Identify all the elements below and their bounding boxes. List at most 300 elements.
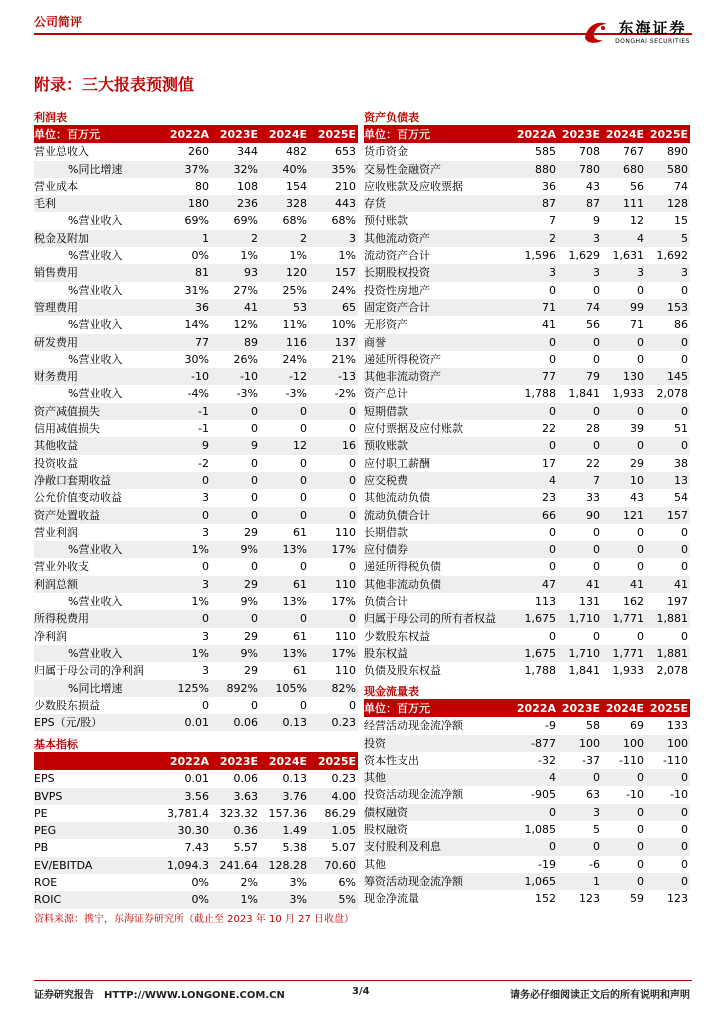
row-value: -1	[162, 403, 211, 420]
table-row	[364, 368, 690, 385]
table-row	[34, 788, 358, 805]
table-row	[34, 299, 358, 316]
row-value: 7	[549, 214, 556, 228]
header-year: 2022A	[514, 700, 558, 717]
row-value: 1	[162, 230, 211, 247]
row-value: 780	[558, 161, 602, 178]
row-value: 12	[630, 214, 644, 228]
row-label: 税金及附加	[34, 230, 162, 247]
row-label: 其他流动资产	[364, 230, 514, 247]
row-value: 1,710	[558, 645, 602, 662]
table-header-row	[364, 700, 690, 717]
row-value: 41	[558, 576, 602, 593]
row-label: 其他非流动资产	[364, 368, 514, 385]
row-value: 121	[602, 507, 646, 524]
row-value: 17%	[309, 645, 358, 662]
row-value: 24%	[282, 352, 307, 366]
indicators-title: 基本指标	[34, 737, 358, 753]
table-row	[34, 334, 358, 351]
row-value: 1%	[289, 249, 307, 263]
table-row	[34, 264, 358, 281]
row-label: 营业总收入	[34, 145, 89, 159]
row-label: 应付票据及应付账款	[364, 422, 463, 436]
table-row	[364, 838, 690, 855]
row-value: 0	[646, 403, 690, 420]
table-row	[34, 558, 358, 575]
row-value: 40%	[260, 161, 309, 178]
row-label: 应付债券	[364, 541, 514, 558]
row-value: 5.07	[331, 841, 356, 855]
table-row	[34, 368, 358, 385]
row-value: 443	[309, 195, 358, 212]
row-value: 35%	[309, 161, 358, 178]
header-unit: 单位：百万元	[34, 126, 162, 143]
row-value: 2	[514, 230, 558, 247]
table-row	[364, 247, 690, 264]
row-value: 0	[300, 698, 307, 712]
row-label: EV/EBITDA	[34, 857, 162, 874]
row-value: 29	[244, 525, 258, 539]
table-row	[34, 195, 358, 212]
table-row	[364, 316, 690, 333]
row-label: ROE	[34, 876, 58, 890]
row-value: 0	[260, 507, 309, 524]
table-row	[364, 472, 690, 489]
row-value: 0	[637, 352, 644, 366]
table-row	[364, 541, 690, 558]
table-row	[364, 628, 690, 645]
row-label: 资本性支出	[364, 753, 419, 767]
row-value: 1,933	[612, 664, 644, 678]
row-label: 财务费用	[34, 368, 162, 385]
row-label: 负债及股东权益	[364, 664, 441, 678]
row-value: 1,771	[602, 645, 646, 662]
row-value: 3,781.4	[167, 806, 209, 820]
row-label: 负债合计	[364, 595, 408, 609]
header-year: 2023E	[558, 700, 602, 717]
header-year: 2025E	[646, 126, 690, 143]
row-value: 1,596	[524, 249, 556, 263]
row-label: 无形资产	[364, 318, 408, 332]
row-label: 流动资产合计	[364, 249, 430, 263]
row-value: 0	[681, 823, 688, 837]
row-value: -10	[162, 368, 211, 385]
row-value: 0	[211, 610, 260, 627]
row-label: PE	[34, 806, 48, 820]
row-value: -9	[545, 719, 556, 733]
row-label: 筹资活动现金流净额	[364, 873, 514, 890]
row-value: 3.56	[162, 788, 211, 805]
table-row	[34, 178, 358, 195]
table-header-row	[34, 753, 358, 770]
row-value: 13%	[260, 645, 309, 662]
row-value: 890	[667, 145, 688, 159]
row-value: -13	[309, 368, 358, 385]
row-value: 0	[549, 560, 556, 574]
row-value: 43	[586, 179, 600, 193]
row-label: %营业收入	[34, 541, 162, 558]
row-label: 商誉	[364, 334, 514, 351]
row-value: 71	[630, 318, 644, 332]
row-value: 99	[602, 299, 646, 316]
row-value: 157.36	[268, 806, 307, 820]
table-row	[34, 874, 358, 891]
indicators-table	[34, 753, 358, 909]
row-value: 128.28	[260, 857, 309, 874]
row-value: 3	[309, 230, 358, 247]
table-header-row	[364, 126, 690, 143]
row-value: 0	[549, 283, 556, 297]
table-row	[364, 856, 690, 873]
row-label: 递延所得税负债	[364, 560, 441, 574]
row-label: %同比增速	[34, 161, 162, 178]
row-value: 14%	[184, 318, 209, 332]
row-value: 87	[558, 195, 602, 212]
row-value: -3%	[236, 387, 258, 401]
row-value: 54	[674, 491, 688, 505]
cashflow-table	[364, 700, 690, 908]
row-label: 其他非流动负债	[364, 576, 514, 593]
row-label: 投资	[364, 735, 514, 752]
table-row	[34, 576, 358, 593]
row-value: 0	[646, 838, 690, 855]
row-label: 预付账款	[364, 214, 408, 228]
table-row	[364, 195, 690, 212]
source-note: 资料来源：携宁，东海证券研究所（截止至 2023 年 10 月 27 日收盘）	[34, 914, 354, 925]
row-label: 货币资金	[364, 145, 408, 159]
row-value: 6%	[338, 876, 356, 890]
row-label: %营业收入	[68, 595, 123, 609]
row-value: 71	[514, 299, 558, 316]
row-value: 1,933	[612, 387, 644, 401]
row-value: 0	[637, 629, 644, 643]
row-value: 344	[237, 145, 258, 159]
row-value: 3	[202, 629, 209, 643]
row-label: 净利润	[34, 629, 67, 643]
row-value: 4	[514, 769, 558, 786]
row-value: 653	[335, 145, 356, 159]
table-row	[364, 455, 690, 472]
row-value: 41	[542, 318, 556, 332]
row-value: 90	[558, 507, 602, 524]
row-value: 7.43	[184, 841, 209, 855]
row-value: 1,841	[568, 664, 600, 678]
row-value: -905	[531, 788, 556, 802]
row-value: 3.76	[260, 788, 309, 805]
income-table	[34, 126, 358, 731]
row-value: 323.32	[219, 806, 258, 820]
header-year: 2025E	[309, 753, 358, 770]
row-value: 0	[260, 472, 309, 489]
row-value: 0.06	[233, 772, 258, 786]
row-value: 100	[646, 735, 690, 752]
row-value: 0	[637, 560, 644, 574]
row-value: 0	[309, 403, 358, 420]
table-row	[34, 593, 358, 610]
row-value: 0	[602, 769, 646, 786]
row-value: 0	[300, 456, 307, 470]
header-year: 2025E	[309, 126, 358, 143]
row-value: 0	[602, 403, 646, 420]
row-label: ROIC	[34, 891, 162, 908]
income-panel	[34, 110, 358, 731]
logo-name-cn: 东海证券	[618, 19, 687, 37]
row-value: 3	[558, 230, 602, 247]
row-label: 利润总额	[34, 576, 162, 593]
row-value: 3	[602, 264, 646, 281]
row-value: 1,675	[514, 645, 558, 662]
row-value: 241.64	[211, 857, 260, 874]
row-value: 0	[602, 804, 646, 821]
row-value: 61	[293, 629, 307, 643]
table-row	[34, 230, 358, 247]
row-value: 0	[514, 437, 558, 454]
row-label: 交易性金融资产	[364, 161, 514, 178]
row-value: 1,710	[558, 610, 602, 627]
row-value: 0	[162, 507, 211, 524]
table-row	[364, 385, 690, 402]
row-value: 86.29	[324, 806, 356, 820]
row-value: 0	[211, 507, 260, 524]
row-value: 1,881	[646, 610, 690, 627]
row-value: 197	[667, 595, 688, 609]
row-value: -6	[589, 857, 600, 871]
row-value: 2	[260, 230, 309, 247]
row-label: 支付股利及利息	[364, 838, 514, 855]
table-row	[34, 662, 358, 679]
row-value: 0	[349, 698, 356, 712]
row-value: -12	[260, 368, 309, 385]
table-row	[34, 770, 358, 787]
table-row	[34, 316, 358, 333]
row-value: 1,094.3	[162, 857, 211, 874]
row-value: 4.00	[309, 788, 358, 805]
table-row	[34, 839, 358, 856]
header-tag: 公司简评	[34, 15, 83, 29]
row-value: 30.30	[162, 822, 211, 839]
table-row	[364, 786, 690, 803]
row-value: 69	[630, 719, 644, 733]
row-value: 108	[237, 179, 258, 193]
table-row	[34, 161, 358, 178]
row-value: 87	[514, 195, 558, 212]
table-row	[34, 857, 358, 874]
row-value: 210	[335, 179, 356, 193]
table-row	[34, 822, 358, 839]
row-value: 12%	[233, 318, 258, 332]
row-value: 0	[558, 403, 602, 420]
row-value: 3	[514, 264, 558, 281]
page-number: 3/4	[352, 986, 370, 997]
row-value: 0	[514, 334, 558, 351]
row-label: 销售费用	[34, 264, 162, 281]
header-year: 2024E	[602, 126, 646, 143]
company-logo	[581, 16, 690, 46]
row-value: 585	[535, 145, 556, 159]
table-row	[364, 489, 690, 506]
row-value: 0	[646, 769, 690, 786]
row-value: 137	[309, 334, 358, 351]
row-value: 0	[349, 456, 356, 470]
row-value: 79	[558, 368, 602, 385]
row-value: 1%	[211, 891, 260, 908]
row-value: 154	[286, 179, 307, 193]
row-label: PEG	[34, 822, 162, 839]
row-value: 157	[646, 507, 690, 524]
row-value: 0	[349, 422, 356, 436]
row-value: 328	[260, 195, 309, 212]
row-value: 29	[211, 576, 260, 593]
row-label: 营业利润	[34, 525, 78, 539]
table-row	[364, 212, 690, 229]
balance-title: 资产负债表	[364, 110, 690, 126]
row-value: 0	[309, 610, 358, 627]
row-value: 5	[593, 823, 600, 837]
row-value: 39	[630, 422, 644, 436]
table-row	[34, 247, 358, 264]
row-value: 0	[349, 491, 356, 505]
row-value: 63	[586, 788, 600, 802]
row-value: 1,771	[602, 610, 646, 627]
row-value: 0	[162, 610, 211, 627]
row-value: 41	[602, 576, 646, 593]
row-value: 1,675	[514, 610, 558, 627]
row-value: 31%	[184, 283, 209, 297]
row-value: 3	[646, 264, 690, 281]
row-value: 0.01	[184, 772, 209, 786]
row-value: 7	[558, 472, 602, 489]
row-value: 29	[244, 629, 258, 643]
table-row	[34, 645, 358, 662]
row-value: 0	[251, 560, 258, 574]
header-unit: 单位：百万元	[364, 126, 514, 143]
header-year: 2022A	[162, 126, 211, 143]
row-value: 0%	[162, 891, 211, 908]
row-value: 3	[202, 491, 209, 505]
table-header-row	[34, 126, 358, 143]
row-value: 0.23	[331, 772, 356, 786]
table-row	[34, 455, 358, 472]
row-value: 27%	[233, 283, 258, 297]
row-label: 资产减值损失	[34, 403, 162, 420]
row-value: 89	[211, 334, 260, 351]
row-value: 1,881	[646, 645, 690, 662]
row-value: 110	[335, 525, 356, 539]
row-value: 68%	[282, 214, 307, 228]
row-value: 56	[630, 179, 644, 193]
table-row	[364, 437, 690, 454]
row-value: 1%	[338, 249, 356, 263]
row-value: 0	[602, 437, 646, 454]
row-value: 1,085	[524, 823, 556, 837]
row-label: %营业收入	[68, 249, 123, 263]
table-row	[364, 890, 690, 907]
table-row	[364, 558, 690, 575]
row-value: 5.38	[282, 841, 307, 855]
row-label: %营业收入	[68, 387, 123, 401]
row-value: 70.60	[309, 857, 358, 874]
row-label: 归属于母公司的所有者权益	[364, 610, 514, 627]
table-row	[364, 178, 690, 195]
row-value: 482	[286, 145, 307, 159]
page-title: 附录：三大报表预测值	[34, 75, 195, 94]
row-value: 1,065	[514, 873, 558, 890]
row-value: 5%	[309, 891, 358, 908]
row-label: 营业外收支	[34, 560, 89, 574]
row-label: 短期借款	[364, 403, 514, 420]
header-year: 2023E	[211, 753, 260, 770]
row-label: 应付职工薪酬	[364, 456, 430, 470]
table-row	[34, 212, 358, 229]
income-title: 利润表	[34, 110, 358, 126]
row-value: 120	[260, 264, 309, 281]
row-label: 管理费用	[34, 299, 162, 316]
row-label: 其他	[364, 857, 386, 871]
row-value: 0	[300, 422, 307, 436]
row-value: 0	[602, 873, 646, 890]
row-label: %营业收入	[68, 352, 123, 366]
table-row	[364, 662, 690, 679]
row-value: 13	[646, 472, 690, 489]
row-label: 净敞口套期收益	[34, 472, 162, 489]
row-label: %营业收入	[68, 214, 123, 228]
row-value: 0	[558, 838, 602, 855]
table-row	[34, 891, 358, 908]
table-row	[364, 576, 690, 593]
row-value: 113	[535, 595, 556, 609]
row-label: 公允价值变动收益	[34, 491, 122, 505]
row-value: 17%	[309, 541, 358, 558]
row-value: 0	[558, 769, 602, 786]
table-row	[364, 804, 690, 821]
row-value: 68%	[331, 214, 356, 228]
header-year: 2024E	[260, 753, 309, 770]
row-value: -10	[670, 788, 688, 802]
row-value: 28	[586, 422, 600, 436]
row-value: 0	[260, 610, 309, 627]
row-value: 77	[162, 334, 211, 351]
row-label: 预收账款	[364, 437, 514, 454]
row-value: 61	[293, 664, 307, 678]
row-value: 4	[514, 472, 558, 489]
row-value: 260	[188, 145, 209, 159]
row-value: 17%	[331, 595, 356, 609]
row-value: 0	[593, 560, 600, 574]
row-value: 0.13	[260, 714, 309, 731]
row-value: 0	[514, 838, 558, 855]
row-value: 15	[674, 214, 688, 228]
row-label: 其他流动负债	[364, 491, 430, 505]
row-label: %营业收入	[34, 645, 162, 662]
row-value: -10	[211, 368, 260, 385]
row-value: 61	[260, 576, 309, 593]
row-value: 32%	[211, 161, 260, 178]
row-value: 9%	[211, 645, 260, 662]
row-value: 74	[674, 179, 688, 193]
header-year: 2023E	[211, 126, 260, 143]
row-label: 所得税费用	[34, 610, 162, 627]
row-label: 债权融资	[364, 804, 514, 821]
row-value: 43	[630, 491, 644, 505]
table-row	[364, 752, 690, 769]
row-value: 767	[623, 145, 644, 159]
row-value: 22	[542, 422, 556, 436]
row-value: 0	[681, 560, 688, 574]
row-value: 0	[549, 629, 556, 643]
row-value: 1.49	[260, 822, 309, 839]
row-value: 0	[549, 525, 556, 539]
row-value: 2%	[240, 876, 258, 890]
